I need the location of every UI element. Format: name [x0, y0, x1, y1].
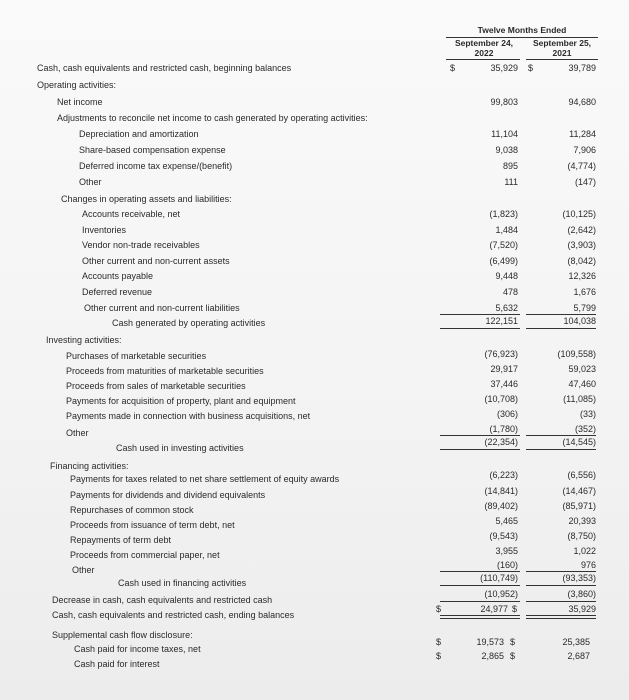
value-2022: 9,448: [495, 271, 518, 281]
row-label: Other current and non-current assets: [82, 256, 230, 266]
row-label: Depreciation and amortization: [79, 129, 199, 139]
value-2022: 11,104: [491, 129, 518, 139]
value-2021: 1,676: [573, 287, 596, 297]
subtotal-rule-col1: [440, 314, 520, 315]
value-2022: 895: [502, 161, 518, 171]
header-title: Twelve Months Ended: [477, 25, 567, 35]
value-2022: 19,573: [476, 637, 504, 647]
value-2022: (14,841): [484, 486, 518, 496]
row-label: Proceeds from issuance of term debt, net: [70, 520, 235, 530]
header-col2-date: September 25,: [532, 38, 592, 48]
value-2021: (147): [574, 177, 596, 187]
row-label: Other: [72, 565, 95, 575]
value-2021: 94,680: [568, 97, 596, 107]
subsection-heading: Changes in operating assets and liabilities:: [61, 194, 232, 204]
value-2022: 122,151: [485, 316, 518, 326]
dollar-sign: $: [510, 637, 516, 647]
subtotal-label: Cash used in investing activities: [116, 443, 244, 453]
row-label: Other current and non-current liabilities: [84, 303, 240, 313]
value-2022: 29,917: [490, 364, 518, 374]
subtotal-rule-col2: [526, 601, 596, 602]
value-2021: (3,903): [567, 240, 596, 250]
value-2022: (76,923): [484, 349, 518, 359]
value-2021: 976: [580, 560, 596, 570]
value-2021: (14,545): [562, 437, 596, 447]
row-label: Cash paid for interest: [74, 659, 160, 669]
value-2022: (6,223): [489, 470, 518, 480]
subtotal-rule-col1: [440, 435, 520, 436]
row-label: Decrease in cash, cash equivalents and restricted cash: [52, 595, 273, 605]
row-label: Payments for acquisition of property, plant and equipment: [66, 396, 296, 406]
header-col1-year: 2022: [474, 48, 494, 58]
subsection-heading: Adjustments to reconcile net income to cash generated by operating activities:: [57, 113, 368, 123]
value-2022: 2,865: [481, 651, 504, 661]
value-2022: (306): [496, 409, 518, 419]
row-label: Accounts receivable, net: [82, 209, 181, 219]
value-2022: (110,749): [480, 573, 518, 583]
value-2021: (8,042): [567, 256, 596, 266]
value-2021: (14,467): [562, 486, 596, 496]
subtotal-rule-col1: [440, 571, 520, 572]
value-2021: (33): [579, 409, 596, 419]
row-label: Payments for taxes related to net share settlement of equity awards: [70, 474, 340, 484]
row-label: Inventories: [82, 225, 127, 235]
value-2021: (93,353): [562, 573, 596, 583]
header-col2-year: 2021: [552, 48, 572, 58]
subtotal-rule-col2: [526, 571, 596, 572]
header-col1-date: September 24,: [454, 38, 514, 48]
value-2022: (7,520): [489, 240, 518, 250]
row-label: Repurchases of common stock: [70, 505, 194, 515]
row-label: Share-based compensation expense: [79, 145, 226, 155]
value-2022: (22,354): [484, 437, 518, 447]
total-double-rule-col2: [526, 615, 596, 619]
value-2021: 39,789: [568, 63, 596, 73]
value-2022: 111: [504, 177, 518, 187]
value-2022: (10,708): [484, 394, 518, 404]
value-2021: 1,022: [573, 546, 596, 556]
row-label: Net income: [57, 97, 103, 107]
section-heading: Investing activities:: [46, 335, 122, 345]
value-2022: 5,632: [495, 303, 518, 313]
value-2022: 9,038: [495, 145, 518, 155]
subtotal-rule-col1: [440, 585, 520, 586]
row-label: Proceeds from sales of marketable securities: [66, 381, 246, 391]
subtotal-rule-col2: [526, 314, 596, 315]
section-heading: Operating activities:: [37, 80, 117, 90]
row-label: Deferred revenue: [82, 287, 153, 297]
row-label: Cash paid for income taxes, net: [74, 644, 201, 654]
value-2022: 478: [502, 287, 518, 297]
subtotal-rule-col1: [440, 449, 520, 450]
value-2022: 37,446: [490, 379, 518, 389]
value-2021: 25,385: [562, 637, 590, 647]
value-2022: (10,952): [484, 589, 518, 599]
row-label: Other: [66, 428, 89, 438]
value-2021: (8,750): [567, 531, 596, 541]
dollar-sign: $: [436, 604, 442, 614]
value-2022: (1,823): [489, 209, 518, 219]
dollar-sign: $: [510, 651, 516, 661]
value-2022: (9,543): [489, 531, 518, 541]
value-2021: 35,929: [568, 604, 596, 614]
total-label: Cash, cash equivalents and restricted cash, ending balances: [52, 610, 295, 620]
value-2021: (11,085): [563, 394, 596, 404]
value-2022: 99,803: [490, 97, 518, 107]
row-label: Repayments of term debt: [70, 535, 172, 545]
value-2021: 7,906: [573, 145, 596, 155]
section-heading: Financing activities:: [50, 461, 129, 471]
value-2021: 47,460: [568, 379, 596, 389]
subtotal-rule-col2: [526, 435, 596, 436]
subtotal-label: Cash generated by operating activities: [112, 318, 266, 328]
section-heading: Supplemental cash flow disclosure:: [52, 630, 193, 640]
row-label: Payments for dividends and dividend equivalents: [70, 490, 266, 500]
row-label: Vendor non-trade receivables: [82, 240, 200, 250]
value-2021: 11,284: [569, 129, 596, 139]
dollar-sign: $: [436, 651, 442, 661]
row-label: Other: [79, 177, 102, 187]
value-2021: 5,799: [573, 303, 596, 313]
subtotal-rule-col2: [526, 328, 596, 329]
value-2022: (89,402): [484, 501, 518, 511]
row-label: Payments made in connection with business acquisitions, net: [66, 411, 311, 421]
value-2021: (4,774): [567, 161, 596, 171]
subtotal-rule-col2: [526, 585, 596, 586]
value-2021: (3,860): [567, 589, 596, 599]
row-label: Proceeds from commercial paper, net: [70, 550, 220, 560]
row-label: Accounts payable: [82, 271, 154, 281]
row-label: Purchases of marketable securities: [66, 351, 207, 361]
value-2022: (1,780): [489, 424, 518, 434]
value-2022: 24,977: [480, 604, 508, 614]
dollar-sign: $: [436, 637, 442, 647]
value-2022: 35,929: [490, 63, 518, 73]
value-2021: (352): [574, 424, 596, 434]
value-2022: (6,499): [489, 256, 518, 266]
dollar-sign: $: [450, 63, 456, 73]
value-2021: (6,556): [567, 470, 596, 480]
subtotal-rule-col1: [440, 328, 520, 329]
dollar-sign: $: [528, 63, 534, 73]
row-label: Deferred income tax expense/(benefit): [79, 161, 233, 171]
value-2022: 5,465: [495, 516, 518, 526]
header-rule: [446, 37, 598, 38]
value-2021: (85,971): [562, 501, 596, 511]
value-2022: 1,484: [495, 225, 518, 235]
header-rule-col2: [526, 59, 598, 60]
value-2021: 104,038: [563, 316, 596, 326]
value-2021: (2,642): [567, 225, 596, 235]
value-2022: 3,955: [495, 546, 518, 556]
row-label: Proceeds from maturities of marketable securities: [66, 366, 264, 376]
value-2021: 59,023: [568, 364, 596, 374]
subtotal-rule-col2: [526, 449, 596, 450]
subtotal-label: Cash used in financing activities: [118, 578, 247, 588]
value-2021: 12,326: [568, 271, 596, 281]
header-rule-col1: [446, 59, 520, 60]
value-2022: (160): [496, 560, 518, 570]
value-2021: (109,558): [557, 349, 596, 359]
subtotal-rule-col1: [440, 601, 520, 602]
row-label: Cash, cash equivalents and restricted cash, beginning balances: [37, 63, 292, 73]
value-2021: (10,125): [562, 209, 596, 219]
dollar-sign: $: [512, 604, 518, 614]
value-2021: 2,687: [567, 651, 590, 661]
total-double-rule-col1: [440, 615, 520, 619]
value-2021: 20,393: [568, 516, 596, 526]
